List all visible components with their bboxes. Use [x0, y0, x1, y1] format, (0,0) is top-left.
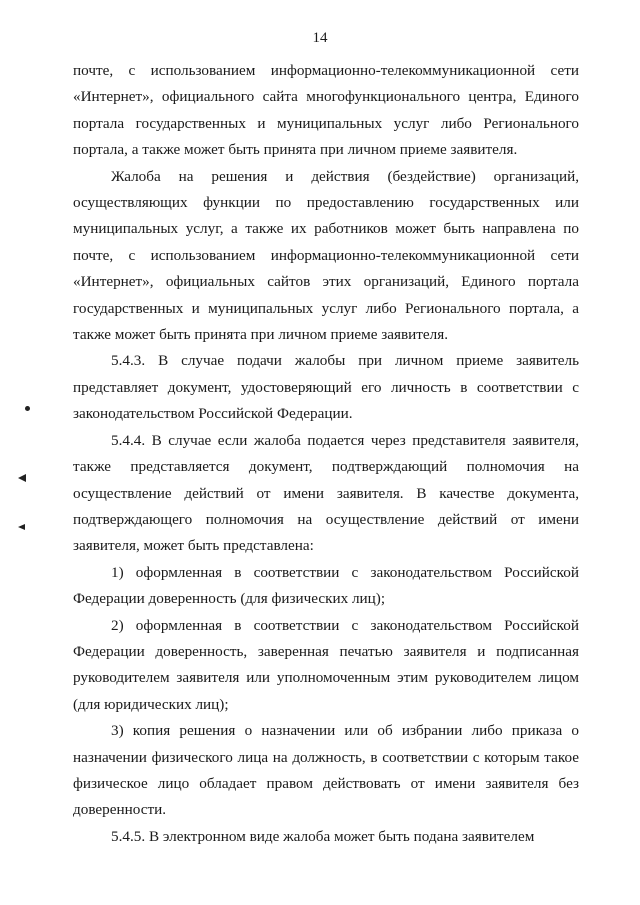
paragraph-5-4-3: 5.4.3. В случае подачи жалобы при личном приеме заявитель представляет документ, удостоверяющий его личность в соответствии с законодательством Российской Федерации. — [73, 352, 579, 423]
paragraph-5-4-4: 5.4.4. В случае если жалоба подается через представителя заявителя, также представляется документ, подтверждающий полномочия на осуществление действий от имени заявителя. В качестве документа, подтверждающего полномочия на осуществление действий от имени заявителя, может быть представлена: — [73, 431, 579, 555]
list-item-2: 2) оформленная в соответствии с законодательством Российской Федерации доверенность, заверенная печатью заявителя и подписанная руководителем заявителя или уполномоченным этим руководителем лицом (для юридических лиц); — [73, 616, 579, 713]
list-item-3: 3) копия решения о назначении или об избрании либо приказа о назначении физического лица на должность, в соответствии с которым такое физическое лицо обладает правом действовать от имени заявителя без доверенности. — [73, 722, 579, 819]
paragraph-continuation: почте, с использованием информационно-телекоммуникационной сети «Интернет», официального сайта многофункционального центра, Единого портала государственных и муниципальных услуг либо Регионального портала, а также может быть принята при личном приеме заявителя. — [73, 62, 579, 159]
page-number: 14 — [312, 30, 328, 46]
margin-arrow-mark — [18, 524, 25, 530]
paragraph-5-4-5: 5.4.5. В электронном виде жалоба может быть подана заявителем — [111, 827, 535, 845]
paragraph-complaint-organizations: Жалоба на решения и действия (бездействие) организаций, осуществляющих функции по предоставлению государственных или муниципальных услуг, а также их работников может быть направлена по почте, с использованием информационно-телекоммуникационной сети «Интернет», официальных сайтов этих организаций, Единого портала государственных и муниципальных услуг либо Регионального портала, а также может быть принята при личном приеме заявителя. — [73, 167, 579, 344]
margin-dot-mark — [25, 406, 30, 411]
margin-arrow-mark — [18, 474, 26, 482]
document-body — [73, 58, 579, 850]
list-item-1: 1) оформленная в соответствии с законодательством Российской Федерации доверенность (для физических лиц); — [73, 563, 579, 608]
